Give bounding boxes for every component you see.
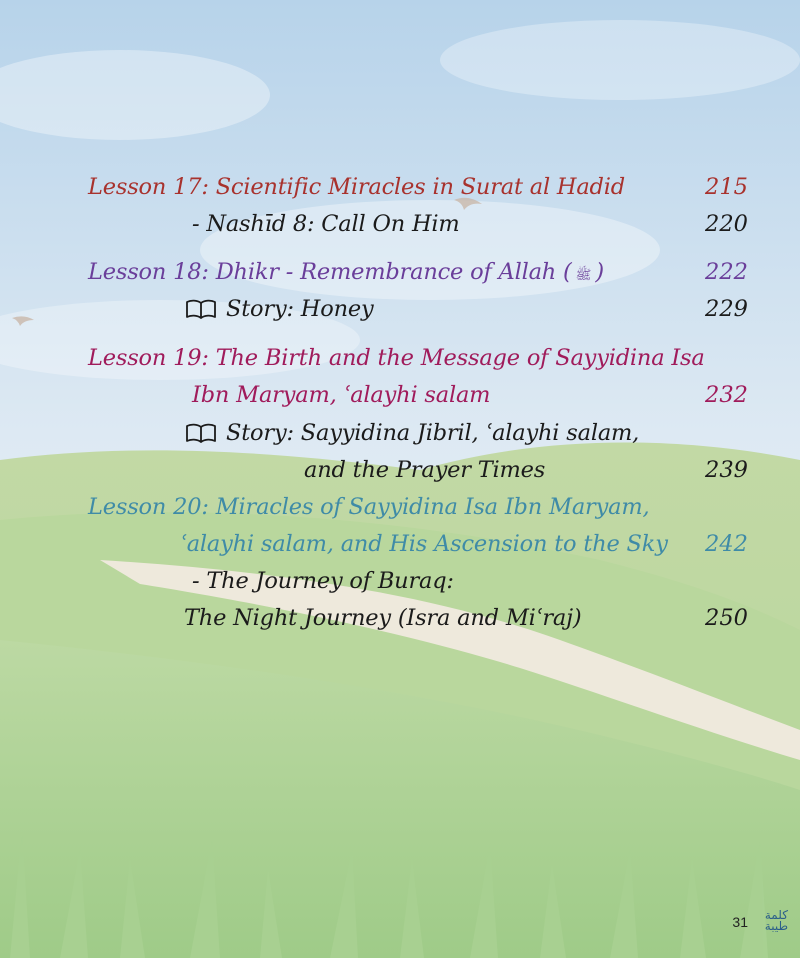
toc-entry-story-jibril-line-2[interactable]: and the Prayer Times bbox=[304, 457, 546, 483]
toc-page-lesson-19: 232 bbox=[705, 382, 748, 408]
publisher-logo bbox=[765, 910, 788, 932]
toc-page-lesson-17: 215 bbox=[705, 174, 748, 200]
toc-page-story-jibril: 239 bbox=[705, 457, 748, 483]
lesson-18-title: Lesson 18: Dhikr - Remembrance of Allah ( bbox=[88, 259, 572, 285]
toc-entry-lesson-20[interactable]: Lesson 20: Miracles of Sayyidina Isa Ibn Maryam, bbox=[88, 494, 650, 520]
toc-page-lesson-20: 242 bbox=[705, 531, 748, 557]
toc-entry-lesson-17[interactable]: Lesson 17: Scientific Miracles in Surat al Hadid bbox=[88, 174, 625, 200]
toc-page-story-honey: 229 bbox=[705, 296, 748, 322]
toc-entry-buraq[interactable]: - The Journey of Buraq: bbox=[192, 568, 454, 594]
open-book-icon bbox=[186, 299, 216, 319]
story-honey-label: Story: Honey bbox=[226, 296, 374, 322]
toc-page-buraq: 250 bbox=[705, 605, 748, 631]
open-book-icon bbox=[186, 423, 216, 443]
toc-page-lesson-18: 222 bbox=[705, 259, 748, 285]
toc-entry-nashid-8[interactable]: - Nashīd 8: Call On Him bbox=[192, 211, 460, 237]
salla-symbol: ﷺ bbox=[575, 268, 592, 283]
toc-entry-story-jibril[interactable] bbox=[186, 420, 639, 446]
toc-page-nashid-8: 220 bbox=[705, 211, 748, 237]
lesson-18-close-paren: ) bbox=[595, 259, 604, 285]
page-number: 31 bbox=[732, 914, 748, 930]
toc-entry-lesson-19[interactable]: Lesson 19: The Birth and the Message of Sayyidina Isa bbox=[88, 345, 705, 371]
toc-entry-lesson-20-line-2[interactable]: ʿalayhi salam, and His Ascension to the Sky bbox=[180, 531, 668, 557]
toc-entry-lesson-19-line-2[interactable]: Ibn Maryam, ʿalayhi salam bbox=[192, 382, 491, 408]
logo-text-bottom: طيبة bbox=[764, 919, 788, 933]
toc-entry-buraq-line-2[interactable]: The Night Journey (Isra and Miʿraj) bbox=[184, 605, 582, 631]
toc-entry-story-honey[interactable] bbox=[186, 296, 374, 322]
logo-text-top: كلمة bbox=[764, 908, 788, 922]
story-jibril-label: Story: Sayyidina Jibril, ʿalayhi salam, bbox=[226, 420, 640, 446]
toc-entry-lesson-18[interactable] bbox=[88, 259, 604, 286]
